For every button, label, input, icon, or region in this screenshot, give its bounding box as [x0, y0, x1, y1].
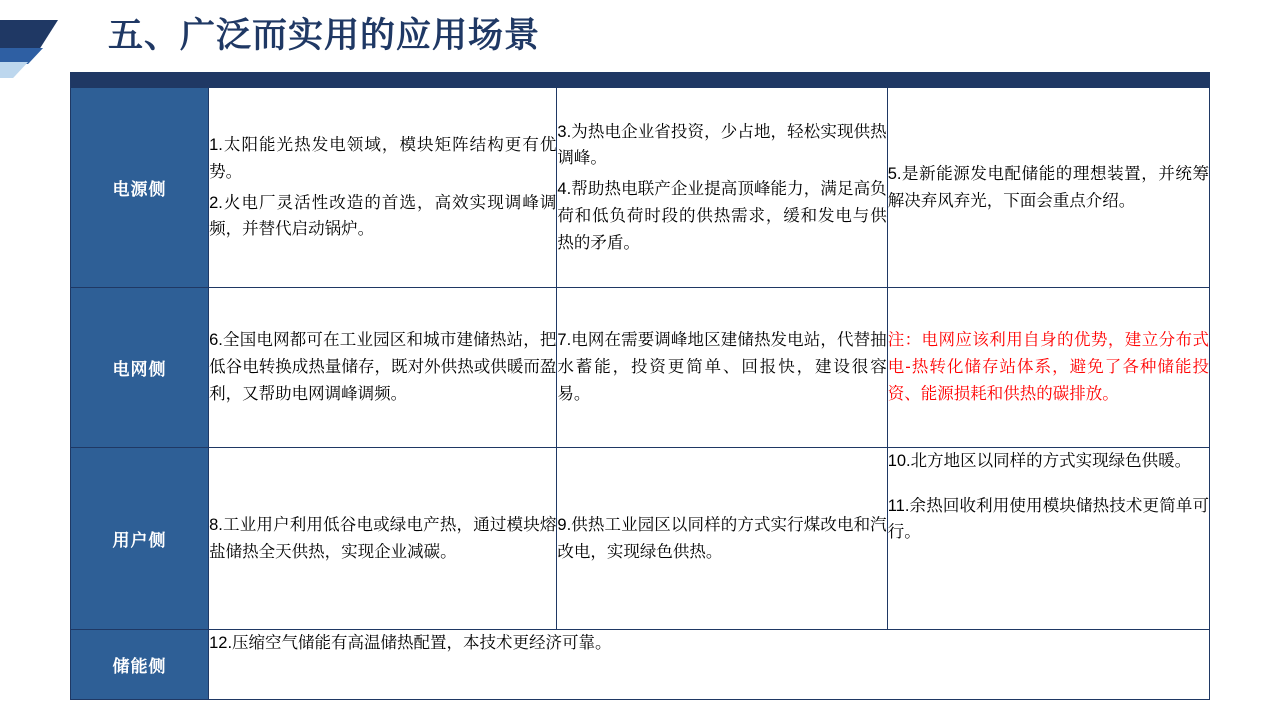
row-label-storage: 储能侧	[71, 630, 209, 700]
cell-paragraph: 11.余热回收利用使用模块储热技术更简单可行。	[887, 496, 1209, 542]
cell-user-1	[209, 448, 557, 630]
cell-paragraph: 4.帮助热电联产企业提高顶峰能力，满足高负荷和低负荷时段的供热需求，缓和发电与供热的矛盾。	[557, 180, 887, 252]
header-cell-3	[887, 73, 1209, 88]
cell-storage-1	[209, 630, 1210, 700]
decoration-band-blue	[0, 48, 58, 64]
cell-grid-1	[209, 288, 557, 448]
table-row	[71, 448, 1210, 630]
cell-paragraph: 1.太阳能光热发电领域，模块矩阵结构更有优势。	[209, 136, 557, 181]
cell-grid-2	[557, 288, 887, 448]
cell-paragraph: 10.北方地区以同样的方式实现绿色供暖。	[887, 452, 1192, 470]
cell-paragraph: 7.电网在需要调峰地区建储热发电站，代替抽水蓄能，投资更简单、回报快，建设很容易。	[557, 331, 887, 403]
cell-user-2	[557, 448, 887, 630]
cell-paragraph: 9.供热工业园区以同样的方式实行煤改电和汽改电，实现绿色供热。	[557, 515, 887, 561]
decoration-band-navy	[0, 20, 58, 50]
decoration-band-light	[0, 62, 58, 78]
cell-power-source-2	[557, 88, 887, 288]
cell-power-source-3	[887, 88, 1209, 288]
header-cell-label	[71, 73, 209, 88]
table-header-row	[71, 73, 1210, 88]
table-row	[71, 288, 1210, 448]
page-title: 五、广泛而实用的应用场景	[108, 16, 541, 55]
application-scenarios-table	[70, 72, 1210, 700]
cell-paragraph: 8.工业用户利用低谷电或绿电产热，通过模块熔盐储热全天供热，实现企业减碳。	[209, 515, 557, 561]
cell-paragraph: 12.压缩空气储能有高温储热配置，本技术更经济可靠。	[209, 634, 612, 652]
cell-paragraph: 6.全国电网都可在工业园区和城市建储热站，把低谷电转换成热量储存，既对外供热或供暖而盈利，又帮助电网调峰调频。	[209, 331, 557, 403]
table-row	[71, 630, 1210, 700]
row-label-grid: 电网侧	[71, 288, 209, 448]
cell-power-source-1	[209, 88, 557, 288]
header-cell-1	[209, 73, 557, 88]
matrix-table	[70, 72, 1210, 700]
cell-paragraph: 2.火电厂灵活性改造的首选，高效实现调峰调频，并替代启动锅炉。	[209, 193, 557, 239]
cell-paragraph: 5.是新能源发电配储能的理想装置，并统筹解决弃风弃光，下面会重点介绍。	[887, 164, 1209, 210]
header-cell-2	[557, 73, 887, 88]
cell-paragraph-note: 注：电网应该利用自身的优势，建立分布式电-热转化储存站体系，避免了各种储能投资、能源损耗和供热的碳排放。	[887, 331, 1209, 403]
table-row	[71, 88, 1210, 288]
row-label-power-source: 电源侧	[71, 88, 209, 288]
cell-grid-note	[887, 288, 1209, 448]
cell-user-3	[887, 448, 1209, 630]
corner-flag-decoration	[0, 18, 92, 80]
cell-paragraph: 3.为热电企业省投资，少占地，轻松实现供热调峰。	[557, 122, 887, 168]
row-label-user: 用户侧	[71, 448, 209, 630]
